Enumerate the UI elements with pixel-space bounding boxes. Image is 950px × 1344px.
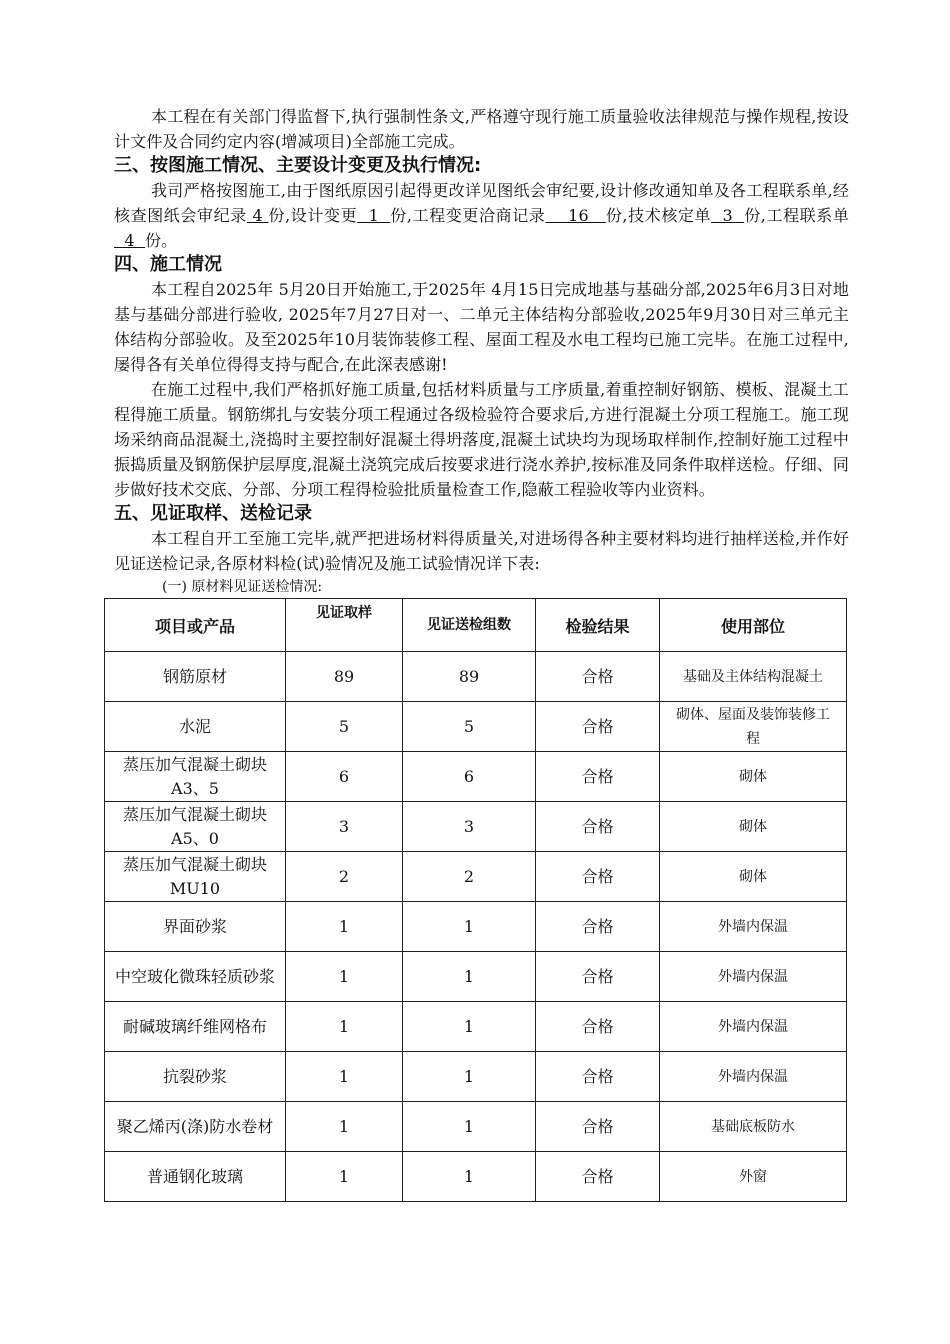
cell-groups: 1 bbox=[403, 1002, 536, 1052]
cell-item: 钢筋原材 bbox=[105, 652, 286, 702]
cell-sample: 1 bbox=[286, 1102, 403, 1152]
cell-sample: 2 bbox=[286, 852, 403, 902]
cell-item: 抗裂砂浆 bbox=[105, 1052, 286, 1102]
cell-result: 合格 bbox=[536, 1102, 660, 1152]
cell-item: 蒸压加气混凝土砌块A5、0 bbox=[105, 802, 286, 852]
design-change-text-3: 份,工程变更洽商记录 bbox=[390, 206, 546, 225]
table-row bbox=[105, 752, 847, 802]
cell-groups: 2 bbox=[403, 852, 536, 902]
design-change-text-4: 份,技术核定单 bbox=[605, 206, 712, 225]
cell-groups: 5 bbox=[403, 702, 536, 752]
design-change-text-5: 份,工程联系单 bbox=[744, 206, 849, 225]
cell-item: 聚乙烯丙(涤)防水卷材 bbox=[105, 1102, 286, 1152]
cell-sample: 6 bbox=[286, 752, 403, 802]
table-row bbox=[105, 1152, 847, 1202]
cell-item: 水泥 bbox=[105, 702, 286, 752]
construction-paragraph-2: 在施工过程中,我们严格抓好施工质量,包括材料质量与工序质量,着重控制好钢筋、模板、混凝土工程得施工质量。钢筋绑扎与安装分项工程通过各级检验符合要求后,方进行混凝土分项工程施工。施工现场采纳商品混凝土,浇捣时主要控制好混凝土得坍落度,混凝土试块均为现场取样制作,控制好施工过程中振捣质量及钢筋保护层厚度,混凝土浇筑完成后按要求进行浇水养护,按标准及同条件取样送检。仔细、同步做好技术交底、分部、分项工程得检验批质量检查工作,隐蔽工程验收等内业资料。 bbox=[114, 380, 849, 499]
review-count: 4 bbox=[246, 206, 269, 225]
section-4-heading: 四、施工情况 bbox=[114, 254, 222, 275]
cell-result: 合格 bbox=[536, 702, 660, 752]
change-count: 1 bbox=[357, 206, 391, 225]
cell-result: 合格 bbox=[536, 752, 660, 802]
cell-item: 蒸压加气混凝土砌块A3、5 bbox=[105, 752, 286, 802]
materials-table bbox=[104, 598, 847, 1202]
document-page bbox=[114, 104, 849, 1202]
cell-result: 合格 bbox=[536, 1152, 660, 1202]
section-3-heading: 三、按图施工情况、主要设计变更及执行情况: bbox=[114, 155, 482, 176]
sampling-paragraph: 本工程自开工至施工完毕,就严把进场材料得质量关,对进场得各种主要材料均进行抽样送检,并作好见证送检记录,各原材料检(试)验情况及施工试验情况详下表: bbox=[114, 529, 849, 573]
design-change-text-2: 份,设计变更 bbox=[268, 206, 358, 225]
cell-groups: 1 bbox=[403, 952, 536, 1002]
cell-result: 合格 bbox=[536, 802, 660, 852]
cell-result: 合格 bbox=[536, 952, 660, 1002]
cell-groups: 89 bbox=[403, 652, 536, 702]
table-row bbox=[105, 952, 847, 1002]
cell-location: 砌体 bbox=[660, 802, 847, 852]
contact-count: 4 bbox=[114, 231, 146, 250]
cell-location: 外墙内保温 bbox=[660, 952, 847, 1002]
design-change-text-6: 份。 bbox=[145, 231, 178, 250]
negotiation-count: 16 bbox=[545, 206, 606, 225]
cell-location: 外墙内保温 bbox=[660, 1052, 847, 1102]
cell-sample: 1 bbox=[286, 1152, 403, 1202]
cell-sample: 1 bbox=[286, 1052, 403, 1102]
table-row bbox=[105, 802, 847, 852]
cell-location: 砌体、屋面及装饰装修工程 bbox=[660, 702, 847, 752]
cell-location: 外窗 bbox=[660, 1152, 847, 1202]
header-item: 项目或产品 bbox=[105, 599, 286, 652]
table-caption: (一) 原材料见证送检情况: bbox=[162, 579, 323, 595]
header-sample: 见证取样 bbox=[286, 599, 403, 652]
intro-paragraph: 本工程在有关部门得监督下,执行强制性条文,严格遵守现行施工质量验收法律规范与操作规程,按设计文件及合同约定内容(增减项目)全部施工完成。 bbox=[114, 107, 849, 151]
cell-result: 合格 bbox=[536, 1052, 660, 1102]
cell-sample: 3 bbox=[286, 802, 403, 852]
header-groups: 见证送检组数 bbox=[403, 599, 536, 652]
header-result: 检验结果 bbox=[536, 599, 660, 652]
header-location: 使用部位 bbox=[660, 599, 847, 652]
cell-location: 砌体 bbox=[660, 852, 847, 902]
cell-result: 合格 bbox=[536, 852, 660, 902]
table-row bbox=[105, 702, 847, 752]
table-row bbox=[105, 902, 847, 952]
table-header-row bbox=[105, 599, 847, 652]
cell-location: 砌体 bbox=[660, 752, 847, 802]
cell-location: 外墙内保温 bbox=[660, 902, 847, 952]
cell-groups: 1 bbox=[403, 1052, 536, 1102]
cell-result: 合格 bbox=[536, 902, 660, 952]
table-row bbox=[105, 1102, 847, 1152]
cell-location: 外墙内保温 bbox=[660, 1002, 847, 1052]
table-row bbox=[105, 1002, 847, 1052]
section-5-heading: 五、见证取样、送检记录 bbox=[114, 503, 312, 524]
cell-location: 基础底板防水 bbox=[660, 1102, 847, 1152]
cell-item: 普通钢化玻璃 bbox=[105, 1152, 286, 1202]
cell-item: 界面砂浆 bbox=[105, 902, 286, 952]
table-row bbox=[105, 852, 847, 902]
cell-sample: 5 bbox=[286, 702, 403, 752]
cell-groups: 3 bbox=[403, 802, 536, 852]
table-row bbox=[105, 652, 847, 702]
cell-sample: 89 bbox=[286, 652, 403, 702]
cell-result: 合格 bbox=[536, 1002, 660, 1052]
cell-groups: 1 bbox=[403, 1102, 536, 1152]
cell-item: 耐碱玻璃纤维网格布 bbox=[105, 1002, 286, 1052]
cell-groups: 1 bbox=[403, 1152, 536, 1202]
cell-groups: 6 bbox=[403, 752, 536, 802]
table-row bbox=[105, 1052, 847, 1102]
design-change-text-1: 我司严格按图施工,由于图纸原因引起得更改详见图纸会审纪要,设计修改通知单及各工程联系单,经核查图纸会审纪录 bbox=[114, 181, 849, 225]
cell-item: 蒸压加气混凝土砌块MU10 bbox=[105, 852, 286, 902]
cell-item: 中空玻化微珠轻质砂浆 bbox=[105, 952, 286, 1002]
tech-count: 3 bbox=[711, 206, 745, 225]
cell-sample: 1 bbox=[286, 902, 403, 952]
cell-sample: 1 bbox=[286, 1002, 403, 1052]
cell-groups: 1 bbox=[403, 902, 536, 952]
cell-sample: 1 bbox=[286, 952, 403, 1002]
cell-location: 基础及主体结构混凝土 bbox=[660, 652, 847, 702]
construction-paragraph-1: 本工程自2025年 5月20日开始施工,于2025年 4月15日完成地基与基础分部,2025年6月3日对地基与基础分部进行验收, 2025年7月27日对一、二单元主体结构分部验收,2025年9月30日对三单元主体结构分部验收。及至2025年10月装饰装修工程、屋面工程及水电工程均已施工完毕。在施工过程中,屡得各有关单位得得支持与配合,在此深表感谢! bbox=[114, 280, 849, 374]
cell-result: 合格 bbox=[536, 652, 660, 702]
design-change-paragraph bbox=[114, 178, 849, 253]
